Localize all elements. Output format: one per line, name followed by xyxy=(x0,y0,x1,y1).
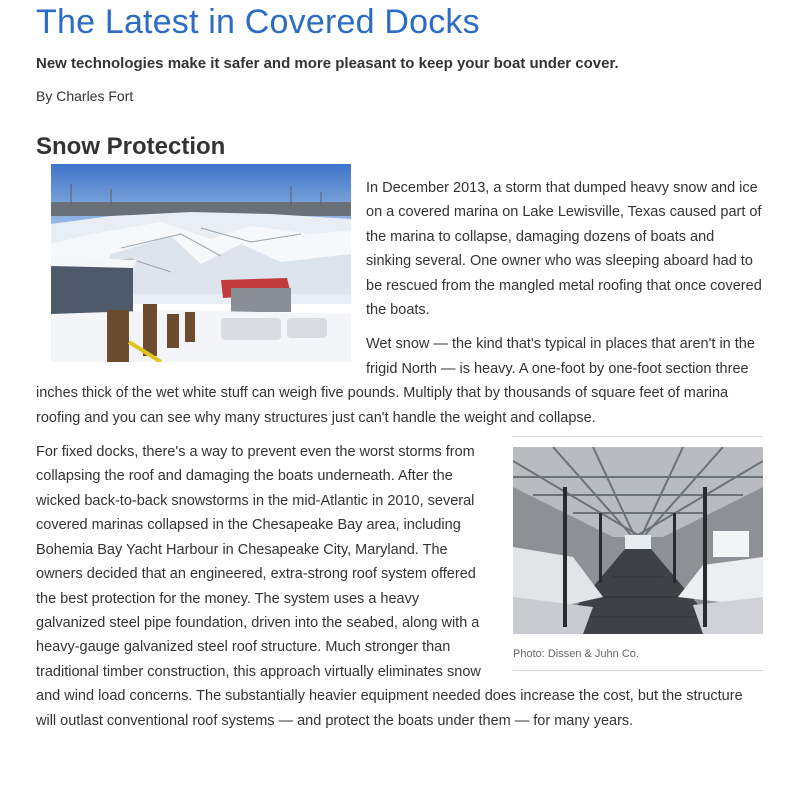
section-heading: Snow Protection xyxy=(36,133,226,160)
article-title: The Latest in Covered Docks xyxy=(36,3,480,41)
covered-dock-photo xyxy=(513,447,763,634)
paragraph-3: For fixed docks, there's a way to prevent even the worst storms from collapsing the roof and damaging the boats underneath. After the wicked back-to-back snowstorms in the mid-Atlantic in 2010, several covered marinas collapsed in the Chesapeake Bay area, including Bohemia Bay Yacht Harbour in Chesapeake City, Maryland. The owners decided that an engineered, extra-strong roof system offered the best protection for the money. The system uses a heavy galvanized steel pipe foundation, driven into the seabed, along with a heavy-gauge galvanized steel roof structure. Much stronger than traditional timber construction, this approach virtually eliminates snow and wind load concerns. The substantially heavier equipment needed does increase the cost, but the structure will outlast conventional roof systems — and protect the boats under them — for many years. xyxy=(36,444,743,729)
article-subtitle: New technologies make it safer and more pleasant to keep your boat under cover. xyxy=(36,55,619,72)
photo-caption: Photo: Dissen & Juhn Co. xyxy=(513,648,639,661)
paragraph-2: Wet snow — the kind that's typical in places that aren't in the frigid North — is heavy. A one-foot by one-foot section three inches thick of the wet white stuff can weigh five pounds. Multiply that by thousands of square feet of marina roofing and you can see why many structures just can't handle the weight and collapse. xyxy=(36,336,755,426)
covered-dock-figure xyxy=(513,436,763,671)
byline: By Charles Fort xyxy=(36,88,134,104)
paragraph-1: In December 2013, a storm that dumped heavy snow and ice on a covered marina on Lake Lewisville, Texas caused part of the marina to collapse, damaging dozens of boats and sinking several. One owner who was sleeping aboard had to be rescued from the mangled metal roofing that once covered the boats. xyxy=(366,180,762,319)
collapsed-marina-photo xyxy=(51,164,351,362)
